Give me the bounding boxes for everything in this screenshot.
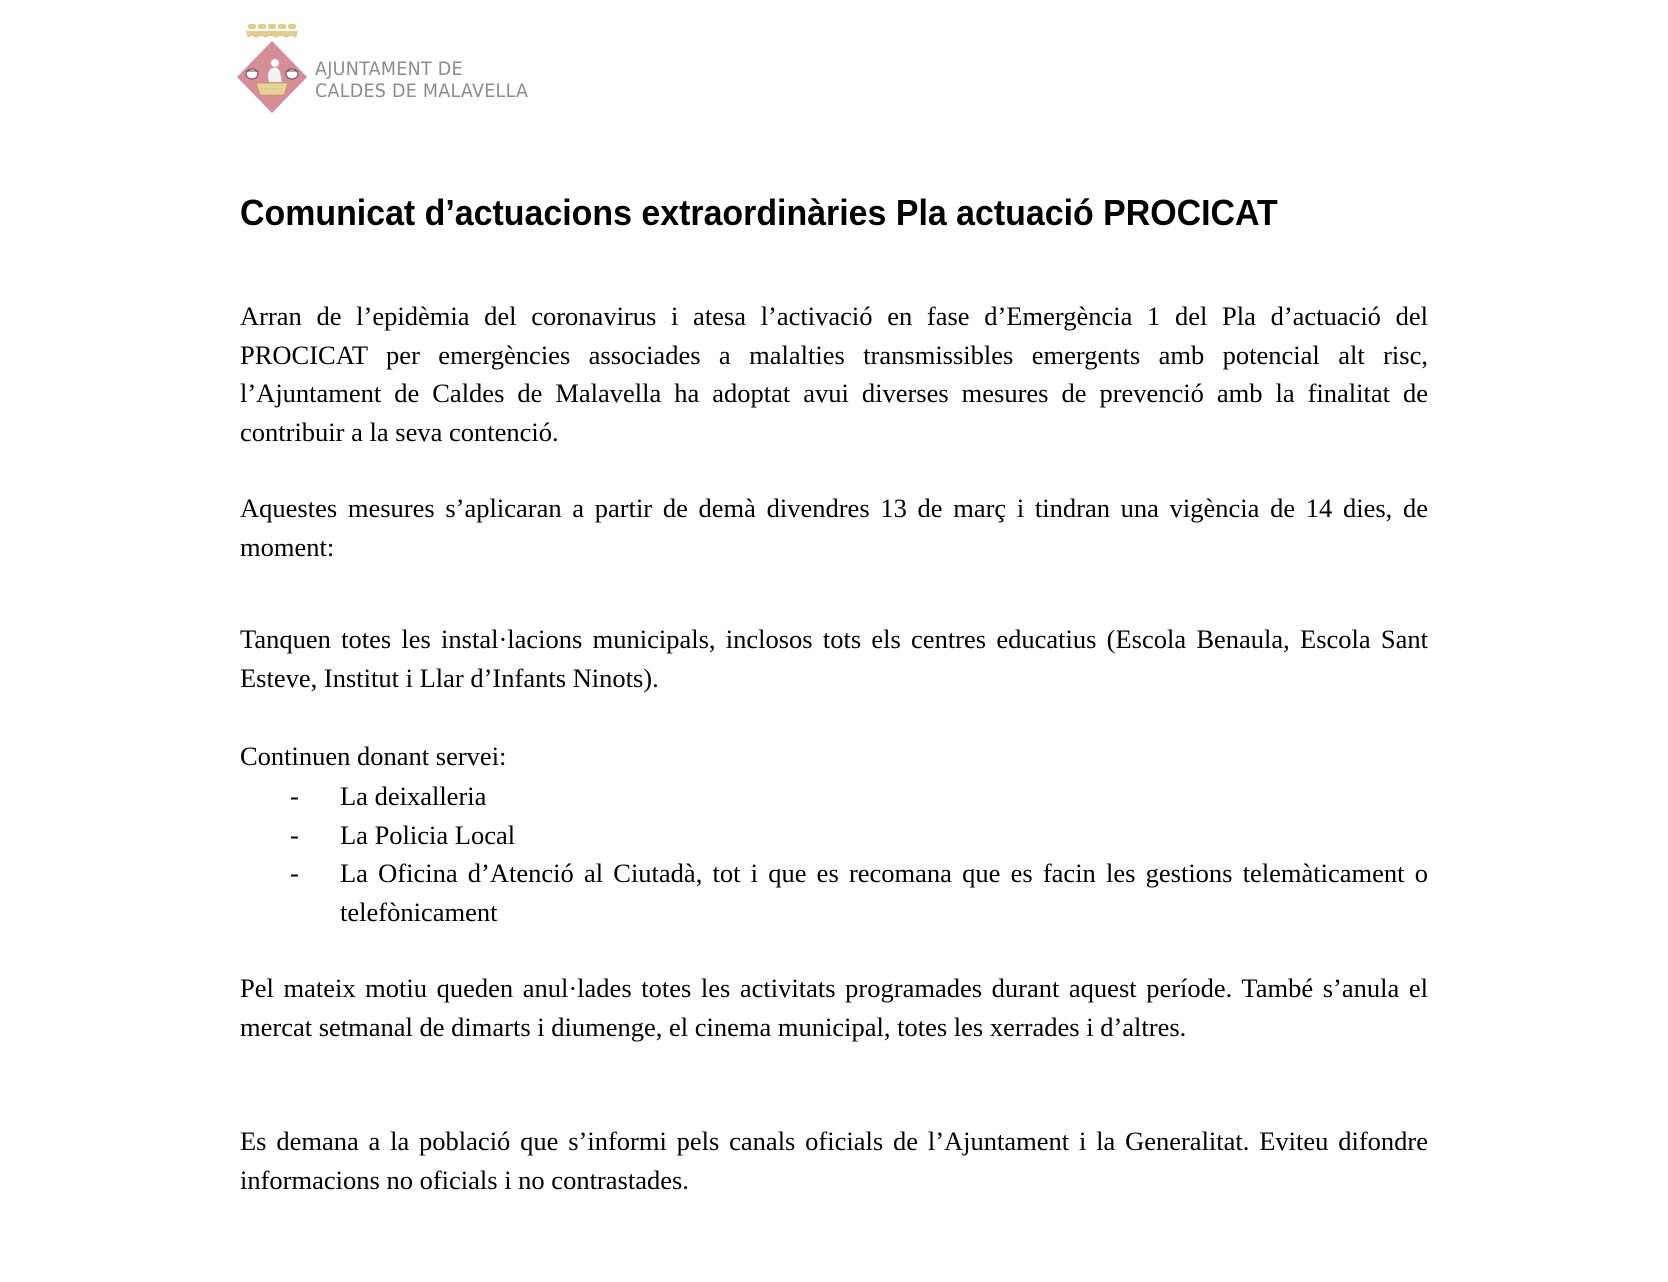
paragraph-advice: Es demana a la població que s’informi pels canals oficials de l’Ajuntament i la Generalitat. Eviteu difondre informacions no oficials i no contrastades. — [240, 1126, 1428, 1195]
paragraph-services-intro: Continuen donant servei: — [240, 741, 507, 771]
paragraph-validity: Aquestes mesures s’aplicaran a partir de demà divendres 13 de març i tindran una vigència de 14 dies, de moment: — [240, 493, 1428, 562]
municipal-logo — [236, 22, 546, 117]
list-item-text: La Policia Local — [340, 819, 516, 850]
document-title: Comunicat d’actuacions extraordinàries Pla actuació PROCICAT — [240, 192, 1278, 233]
paragraph-intro: Arran de l’epidèmia del coronavirus i atesa l’activació en fase d’Emergència 1 del Pla d’actuació del PROCICAT per emergències associades a malalties transmissibles emergents amb potencial alt risc, l’Ajuntament de Caldes de Malavella ha adoptat avui diverses mesures de prevenció amb la finalitat de contribuir a la seva contenció. — [240, 301, 1428, 447]
logo-line-1: AJUNTAMENT DE — [315, 58, 463, 80]
basin-icon — [256, 83, 288, 95]
list-item-text: La deixalleria — [340, 781, 487, 811]
services-list — [240, 777, 1428, 931]
paragraph-closures: Tanquen totes les instal·lacions municipals, inclosos tots els centres educatius (Escola Benaula, Escola Sant Esteve, Institut i Llar d’Infants Ninots). — [240, 624, 1428, 693]
list-item-text: La Oficina d’Atenció al Ciutadà, tot i que es recomana que es facin les gestions telemàticament o telefònicament — [340, 858, 1428, 927]
coat-of-arms-icon — [236, 22, 310, 117]
logo-text — [315, 58, 528, 102]
list-bullet: - — [290, 781, 299, 811]
crown-icon — [246, 24, 298, 38]
list-item — [240, 777, 1428, 816]
list-item — [240, 854, 1428, 931]
paragraph-cancellations: Pel mateix motiu queden anul·lades totes les activitats programades durant aquest període. També s’anula el mercat setmanal de dimarts i diumenge, el cinema municipal, totes les xerrades i d’altres. — [240, 973, 1428, 1042]
list-item — [240, 816, 1428, 855]
logo-line-2: CALDES DE MALAVELLA — [315, 80, 529, 102]
list-bullet: - — [290, 819, 299, 850]
list-bullet: - — [290, 858, 299, 888]
